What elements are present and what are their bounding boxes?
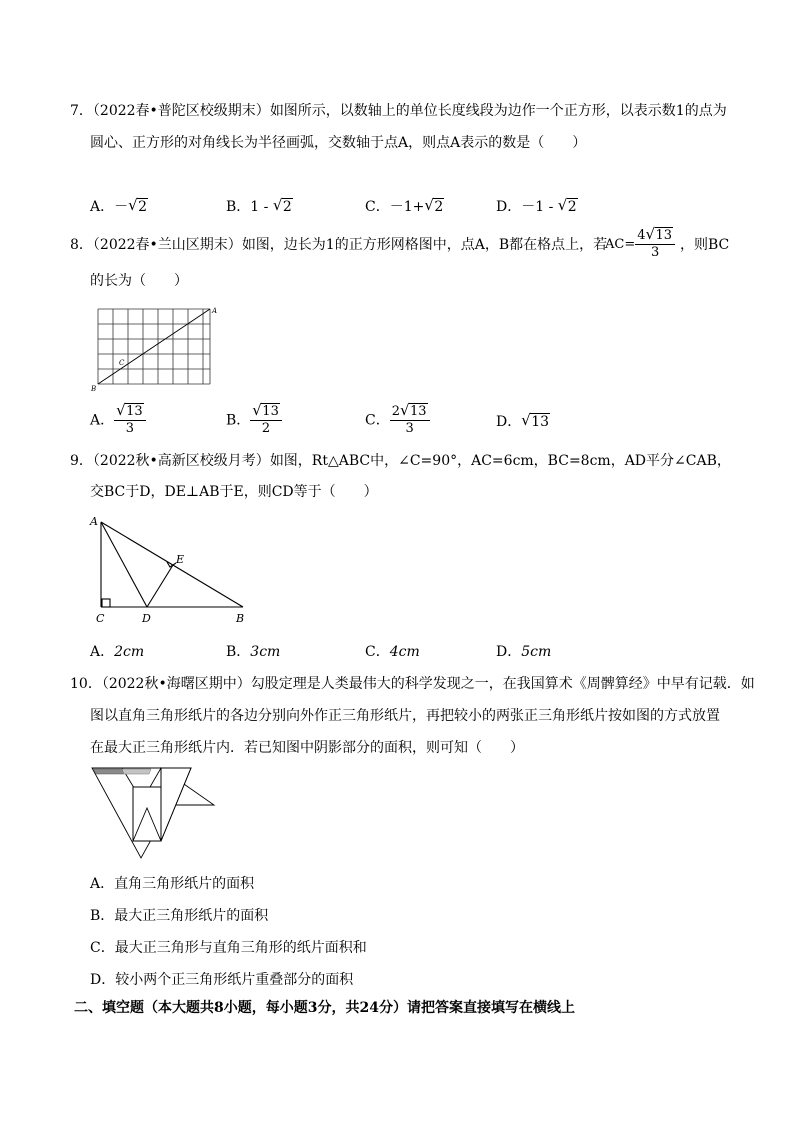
q10-text-line1: 勾股定理是人类最伟大的科学发现之一，在我国算术《周髀算经》中早有记载．如 — [250, 676, 755, 692]
q9-text-line1: 如图，Rt△ABC中，∠C=90°，AC=6cm，BC=8cm，AD平分∠CAB， — [269, 453, 731, 469]
q8-option-c[interactable]: C． 2 √ 13 3 — [365, 404, 430, 437]
q9-source: （2022秋•高新区校级月考） — [92, 453, 270, 469]
q8-grid-figure — [88, 303, 218, 393]
q7-text-line2: 圆心、正方形的对角线长为半径画弧，交数轴于点A，则点A表示的数是（ ） — [90, 135, 587, 151]
q9-text-line2: 交BC于D，DE⊥AB于E，则CD等于（ ） — [90, 484, 378, 500]
point-c-label: C — [119, 359, 125, 367]
q10-option-d[interactable]: D．较小两个正三角形纸片重叠部分的面积 — [90, 972, 354, 988]
q7-number: 7． — [70, 103, 93, 119]
sqrt: √ 2 — [272, 196, 292, 215]
q7-option-b[interactable]: B．1 - √ 2 — [226, 196, 292, 215]
q10-triangles-figure — [88, 764, 220, 862]
q8-ac-fraction: AC= 4 √ 13 3 — [605, 228, 675, 261]
q9-option-d[interactable]: D．5cm — [496, 644, 552, 660]
point-d-label: D — [142, 612, 151, 625]
point-b-label: B — [91, 385, 97, 393]
q10-text-line2: 图以直角三角形纸片的各边分别向外作正三角形纸片，再把较小的两张正三角形纸片按如图的方式放置 — [90, 708, 720, 724]
q7-line1 — [70, 101, 727, 121]
bisector-ad — [101, 522, 147, 607]
q7-text-line1: 如图所示，以数轴上的单位长度线段为边作一个正方形，以表示数1的点为 — [269, 103, 727, 119]
q8-line1 — [70, 235, 607, 255]
segment-ab — [98, 309, 210, 384]
q9-number: 9． — [70, 453, 93, 469]
q8-source: （2022春•兰山区期末） — [92, 237, 242, 253]
q7-option-c[interactable]: C．－1+ √ 2 — [365, 196, 444, 215]
q8-option-b[interactable]: B． √ 13 2 — [226, 404, 282, 437]
perpendicular-de — [147, 565, 173, 607]
shaded-region — [93, 769, 124, 774]
q10-option-b[interactable]: B．最大正三角形纸片的面积 — [90, 908, 269, 924]
q10-source: （2022秋•海曙区期中） — [101, 676, 251, 692]
q8-text-line1b: ，则BC — [680, 237, 730, 253]
q7-option-a[interactable]: A．－ √ 2 — [90, 196, 148, 215]
q10-line1 — [70, 674, 755, 694]
sqrt: √ 2 — [128, 196, 148, 215]
q8-option-a[interactable]: A． √ 13 3 — [90, 404, 146, 437]
q7-source: （2022春•普陀区校级期末） — [92, 103, 270, 119]
q9-option-c[interactable]: C．4cm — [365, 644, 420, 660]
q8-text-line2: 的长为（ ） — [90, 273, 188, 289]
point-a-label: A — [90, 515, 98, 528]
q10-text-line3: 在最大正三角形纸片内．若已知图中阴影部分的面积，则可知（ ） — [90, 740, 524, 756]
q9-option-a[interactable]: A．2cm — [90, 644, 145, 660]
q9-option-b[interactable]: B．3cm — [226, 644, 281, 660]
section-2-heading: 二、填空题（本大题共8小题，每小题3分，共24分）请把答案直接填写在横线上 — [74, 1000, 575, 1016]
sqrt: √ 2 — [557, 196, 577, 215]
sqrt: √ 2 — [424, 196, 444, 215]
q10-number: 10． — [70, 676, 102, 692]
point-c-label: C — [96, 612, 105, 625]
q7-option-d[interactable]: D．－1 - √ 2 — [496, 196, 577, 215]
point-e-label: E — [176, 553, 185, 566]
q10-option-c[interactable]: C．最大正三角形与直角三角形的纸片面积和 — [90, 940, 367, 956]
point-b-label: B — [236, 612, 245, 625]
q9-line1 — [70, 451, 731, 471]
right-angle-c — [102, 599, 110, 607]
q9-triangle-figure — [86, 512, 256, 630]
q10-option-a[interactable]: A．直角三角形纸片的面积 — [90, 876, 255, 892]
q8-text-line1a: 如图，边长为1的正方形网格图中，点A，B都在格点上，若 — [241, 237, 608, 253]
side-ab — [101, 522, 243, 607]
q8-number: 8． — [70, 237, 93, 253]
point-a-label: A — [212, 307, 218, 315]
shaded-region-light — [122, 769, 151, 774]
q8-option-d[interactable]: D． √ 13 — [496, 411, 550, 430]
